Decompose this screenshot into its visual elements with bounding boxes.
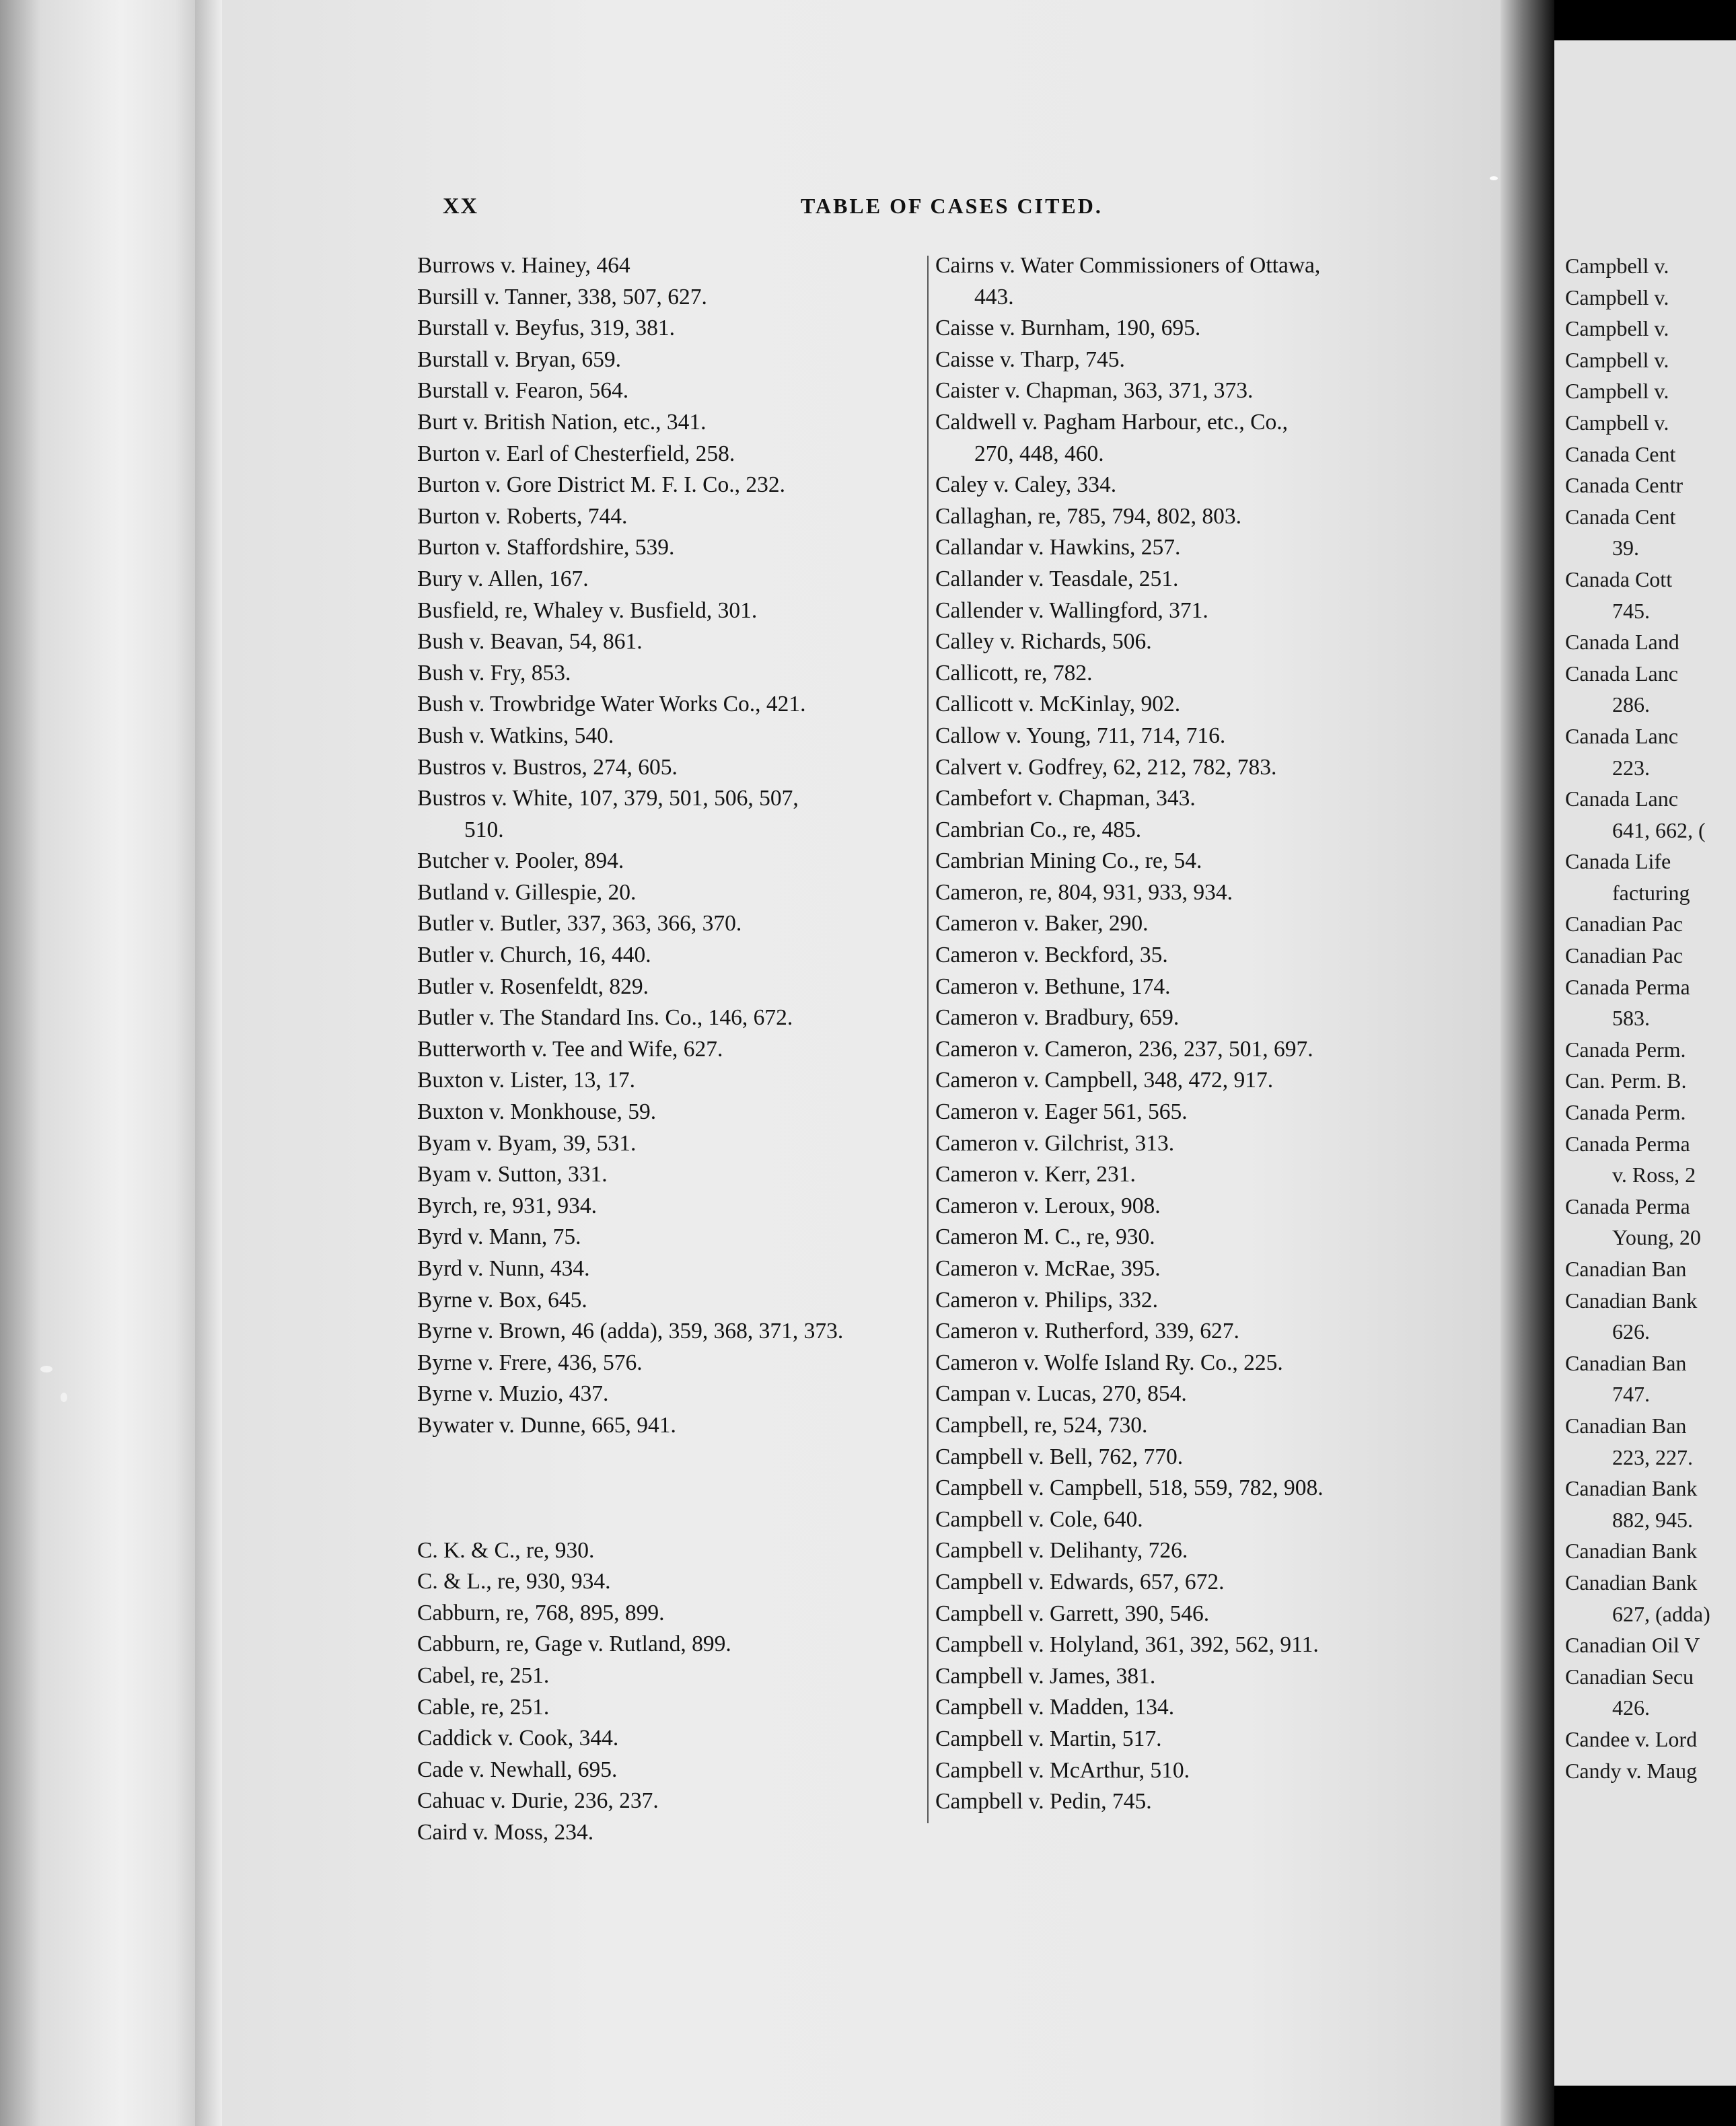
case-entry: Caddick v. Cook, 344.	[417, 1726, 619, 1751]
case-entry: Campbell v.	[1565, 410, 1669, 435]
case-entry: Canada Land	[1565, 630, 1679, 655]
case-entry: Canadian Ban	[1565, 1257, 1687, 1281]
case-entry: Buxton v. Monkhouse, 59.	[417, 1099, 657, 1125]
case-entry: Canada Cent	[1565, 441, 1676, 466]
case-entry: Burton v. Earl of Chesterfield, 258.	[417, 441, 735, 466]
case-entry: Canadian Bank	[1565, 1476, 1698, 1501]
book-gutter	[1500, 0, 1554, 2126]
case-entry: v. Ross, 2	[1612, 1163, 1696, 1187]
scan-speck	[1490, 176, 1498, 180]
case-entry: 223.	[1612, 755, 1650, 780]
case-entry: Canadian Oil V	[1565, 1633, 1700, 1658]
case-entry: Cameron v. McRae, 395.	[935, 1256, 1161, 1281]
index-column-right-fragment	[1565, 250, 1736, 1786]
page-number: XX	[443, 194, 479, 219]
case-entry: Butcher v. Pooler, 894.	[417, 848, 624, 874]
case-entry: Canadian Secu	[1565, 1664, 1694, 1689]
case-entry: Campbell v.	[1565, 347, 1669, 372]
index-column-middle	[935, 250, 1487, 1818]
case-entry: Campbell, re, 524, 730.	[935, 1412, 1148, 1438]
case-entry: Canadian Pac	[1565, 912, 1684, 937]
case-entry: Caisse v. Burnham, 190, 695.	[935, 316, 1201, 341]
case-entry: Canadian Bank	[1565, 1570, 1698, 1594]
case-entry: Burton v. Staffordshire, 539.	[417, 535, 675, 560]
section-gap	[417, 1442, 929, 1535]
case-entry: Cambrian Co., re, 485.	[935, 817, 1142, 842]
case-entry: Cameron v. Leroux, 908.	[935, 1193, 1161, 1218]
case-entry: Canada Perm.	[1565, 1037, 1686, 1062]
case-entry: Campbell v. Pedin, 745.	[935, 1789, 1152, 1815]
case-entry: Calvert v. Godfrey, 62, 212, 782, 783.	[935, 754, 1277, 780]
case-entry: 641, 662, (	[1612, 817, 1706, 842]
case-entry: Calley v. Richards, 506.	[935, 629, 1152, 655]
case-entry: 426.	[1612, 1695, 1650, 1720]
case-entry: Butterworth v. Tee and Wife, 627.	[417, 1036, 723, 1062]
case-entry: Byam v. Sutton, 331.	[417, 1162, 608, 1187]
case-entry: Byrd v. Nunn, 434.	[417, 1256, 590, 1281]
case-entry: Burton v. Gore District M. F. I. Co., 232.	[417, 472, 785, 498]
case-entry: 286.	[1612, 692, 1650, 717]
case-entry: Can. Perm. B.	[1565, 1068, 1687, 1093]
case-entry: Butler v. Rosenfeldt, 829.	[417, 974, 649, 999]
case-entry: Canada Lanc	[1565, 786, 1678, 811]
case-entry: Cairns v. Water Commissioners of Ottawa,	[935, 253, 1321, 278]
case-entry: Caister v. Chapman, 363, 371, 373.	[935, 378, 1254, 404]
case-entry: 882, 945.	[1612, 1507, 1693, 1532]
case-entry: 745.	[1612, 598, 1650, 623]
case-entry: Burrows v. Hainey, 464	[417, 253, 630, 278]
case-entry: Cabburn, re, Gage v. Rutland, 899.	[417, 1632, 731, 1657]
case-entry: Cameron v. Gilchrist, 313.	[935, 1130, 1175, 1156]
page-title: TABLE OF CASES CITED.	[801, 194, 1103, 218]
case-entry: Butler v. The Standard Ins. Co., 146, 672.	[417, 1005, 793, 1031]
case-entry: Bury v. Allen, 167.	[417, 566, 589, 591]
case-entry: Canadian Ban	[1565, 1350, 1687, 1375]
case-entry: Cambefort v. Chapman, 343.	[935, 786, 1196, 811]
case-entry: Cameron v. Kerr, 231.	[935, 1162, 1136, 1187]
case-entry: Cameron, re, 804, 931, 933, 934.	[935, 879, 1233, 905]
case-entry: Bush v. Beavan, 54, 861.	[417, 629, 643, 655]
case-entry: Burstall v. Fearon, 564.	[417, 378, 629, 404]
case-entry: Bywater v. Dunne, 665, 941.	[417, 1412, 676, 1438]
case-entry: Butler v. Church, 16, 440.	[417, 943, 651, 968]
case-entry: Young, 20	[1612, 1225, 1701, 1250]
case-entry: Butler v. Butler, 337, 363, 366, 370.	[417, 911, 742, 937]
case-entry: Byrne v. Box, 645.	[417, 1287, 587, 1313]
case-entry: Canada Lanc	[1565, 661, 1678, 686]
case-entry: Cambrian Mining Co., re, 54.	[935, 848, 1202, 874]
case-entry: Cameron M. C., re, 930.	[935, 1224, 1155, 1250]
case-entry: Bush v. Trowbridge Water Works Co., 421.	[417, 692, 806, 717]
case-entry: Canada Lanc	[1565, 723, 1678, 748]
case-entry: 627, (adda)	[1612, 1601, 1710, 1626]
case-entry: Campbell v.	[1565, 254, 1669, 278]
case-entry: Bustros v. Bustros, 274, 605.	[417, 754, 678, 780]
case-entry: Canada Perm.	[1565, 1100, 1686, 1125]
page-edge-shadow	[195, 0, 222, 2126]
case-entry: Campbell v. Delihanty, 726.	[935, 1538, 1188, 1564]
case-entry: 626.	[1612, 1319, 1650, 1344]
case-entry: Byrne v. Muzio, 437.	[417, 1381, 609, 1407]
case-entry: Burt v. British Nation, etc., 341.	[417, 409, 707, 435]
case-entry: Buxton v. Lister, 13, 17.	[417, 1068, 636, 1093]
case-entry: Campbell v. McArthur, 510.	[935, 1757, 1190, 1783]
case-entry: Campbell v.	[1565, 379, 1669, 404]
case-entry: Burstall v. Bryan, 659.	[417, 346, 622, 372]
case-entry: 747.	[1612, 1382, 1650, 1407]
case-entry: Candee v. Lord	[1565, 1726, 1698, 1751]
case-entry: Bush v. Watkins, 540.	[417, 723, 614, 748]
case-entry: Callandar v. Hawkins, 257.	[935, 535, 1181, 560]
case-entry: Canadian Pac	[1565, 943, 1684, 968]
case-entry: Canada Cott	[1565, 566, 1673, 591]
scan-speck	[61, 1393, 67, 1402]
case-entry: Burstall v. Beyfus, 319, 381.	[417, 316, 676, 341]
case-entry: Campbell v. Campbell, 518, 559, 782, 908.	[935, 1475, 1324, 1501]
case-entry: Cameron v. Bradbury, 659.	[935, 1005, 1180, 1031]
page-header	[443, 194, 1466, 221]
case-entry: Campbell v. Garrett, 390, 546.	[935, 1601, 1210, 1626]
case-entry: Callow v. Young, 711, 714, 716.	[935, 723, 1226, 748]
case-entry: Cameron v. Beckford, 35.	[935, 943, 1168, 968]
case-entry: Bursill v. Tanner, 338, 507, 627.	[417, 284, 707, 309]
case-entry: Canada Cent	[1565, 504, 1676, 529]
case-entry: Callicott v. McKinlay, 902.	[935, 692, 1181, 717]
case-entry: Byrch, re, 931, 934.	[417, 1193, 598, 1218]
case-entry: Cameron v. Campbell, 348, 472, 917.	[935, 1068, 1274, 1093]
case-entry: Byrne v. Brown, 46 (adda), 359, 368, 371, 373.	[417, 1319, 844, 1344]
case-entry: Campbell v. Edwards, 657, 672.	[935, 1569, 1225, 1594]
case-entry: Cabburn, re, 768, 895, 899.	[417, 1600, 665, 1625]
case-entry: 223, 227.	[1612, 1444, 1693, 1469]
case-entry: Canada Life	[1565, 849, 1671, 874]
case-entry: Campbell v.	[1565, 285, 1669, 309]
case-entry: Callaghan, re, 785, 794, 802, 803.	[935, 503, 1241, 529]
case-entry: Campbell v.	[1565, 316, 1669, 341]
case-entry: Canada Perma	[1565, 1131, 1690, 1156]
case-entry: facturing	[1612, 880, 1690, 905]
case-entry: Campbell v. Holyland, 361, 392, 562, 911.	[935, 1632, 1319, 1658]
case-entry: Canada Perma	[1565, 1194, 1690, 1218]
case-entry: Cade v. Newhall, 695.	[417, 1757, 618, 1782]
case-entry: Caldwell v. Pagham Harbour, etc., Co.,	[935, 409, 1288, 435]
case-entry: Busfield, re, Whaley v. Busfield, 301.	[417, 597, 758, 623]
case-entry: Campbell v. Martin, 517.	[935, 1726, 1162, 1751]
case-entry: Byam v. Byam, 39, 531.	[417, 1130, 637, 1156]
case-entry: Callender v. Wallingford, 371.	[935, 597, 1208, 623]
case-entry: Burton v. Roberts, 744.	[417, 503, 628, 529]
case-entry: Campbell v. Bell, 762, 770.	[935, 1444, 1184, 1469]
case-entry: Cameron v. Rutherford, 339, 627.	[935, 1319, 1239, 1344]
previous-page-edge	[0, 0, 202, 2126]
case-entry: Bustros v. White, 107, 379, 501, 506, 507,	[417, 786, 799, 811]
case-entry: Campbell v. James, 381.	[935, 1663, 1156, 1689]
case-entry: Byrd v. Mann, 75.	[417, 1224, 581, 1250]
case-entry: Butland v. Gillespie, 20.	[417, 879, 637, 905]
case-entry: Cameron v. Wolfe Island Ry. Co., 225.	[935, 1350, 1283, 1375]
case-entry: Cable, re, 251.	[417, 1694, 550, 1720]
case-entry: 39.	[1612, 536, 1639, 560]
case-entry: 443.	[974, 284, 1014, 309]
case-entry: Caird v. Moss, 234.	[417, 1819, 594, 1845]
case-entry: Canadian Bank	[1565, 1539, 1698, 1564]
case-entry: Cameron v. Baker, 290.	[935, 911, 1149, 937]
case-entry: Canadian Bank	[1565, 1288, 1698, 1313]
case-entry: Campan v. Lucas, 270, 854.	[935, 1381, 1187, 1407]
case-entry: Cameron v. Eager 561, 565.	[935, 1099, 1188, 1125]
case-entry: Callander v. Teasdale, 251.	[935, 566, 1179, 591]
case-entry: C. K. & C., re, 930.	[417, 1537, 595, 1563]
index-column-left	[417, 250, 929, 1849]
case-entry: Campbell v. Cole, 640.	[935, 1506, 1143, 1532]
case-entry: Caley v. Caley, 334.	[935, 472, 1117, 498]
case-entry: 510.	[464, 817, 504, 842]
case-entry: Byrne v. Frere, 436, 576.	[417, 1350, 643, 1375]
case-entry: Canada Centr	[1565, 473, 1684, 498]
case-entry: C. & L., re, 930, 934.	[417, 1569, 611, 1594]
case-entry: 270, 448, 460.	[974, 441, 1104, 466]
case-entry: Bush v. Fry, 853.	[417, 660, 571, 686]
case-entry: Canada Perma	[1565, 974, 1690, 999]
case-entry: Cahuac v. Durie, 236, 237.	[417, 1788, 659, 1814]
case-entry: Canadian Ban	[1565, 1413, 1687, 1438]
case-entry: Cabel, re, 251.	[417, 1662, 550, 1688]
case-entry: Cameron v. Cameron, 236, 237, 501, 697.	[935, 1036, 1313, 1062]
case-entry: Cameron v. Bethune, 174.	[935, 974, 1171, 999]
case-entry: Caisse v. Tharp, 745.	[935, 346, 1125, 372]
case-entry: Candy v. Maug	[1565, 1758, 1698, 1783]
case-entry: 583.	[1612, 1006, 1650, 1031]
case-entry: Cameron v. Philips, 332.	[935, 1287, 1158, 1313]
case-entry: Campbell v. Madden, 134.	[935, 1695, 1175, 1720]
case-entry: Callicott, re, 782.	[935, 660, 1093, 686]
scan-speck	[40, 1366, 52, 1372]
